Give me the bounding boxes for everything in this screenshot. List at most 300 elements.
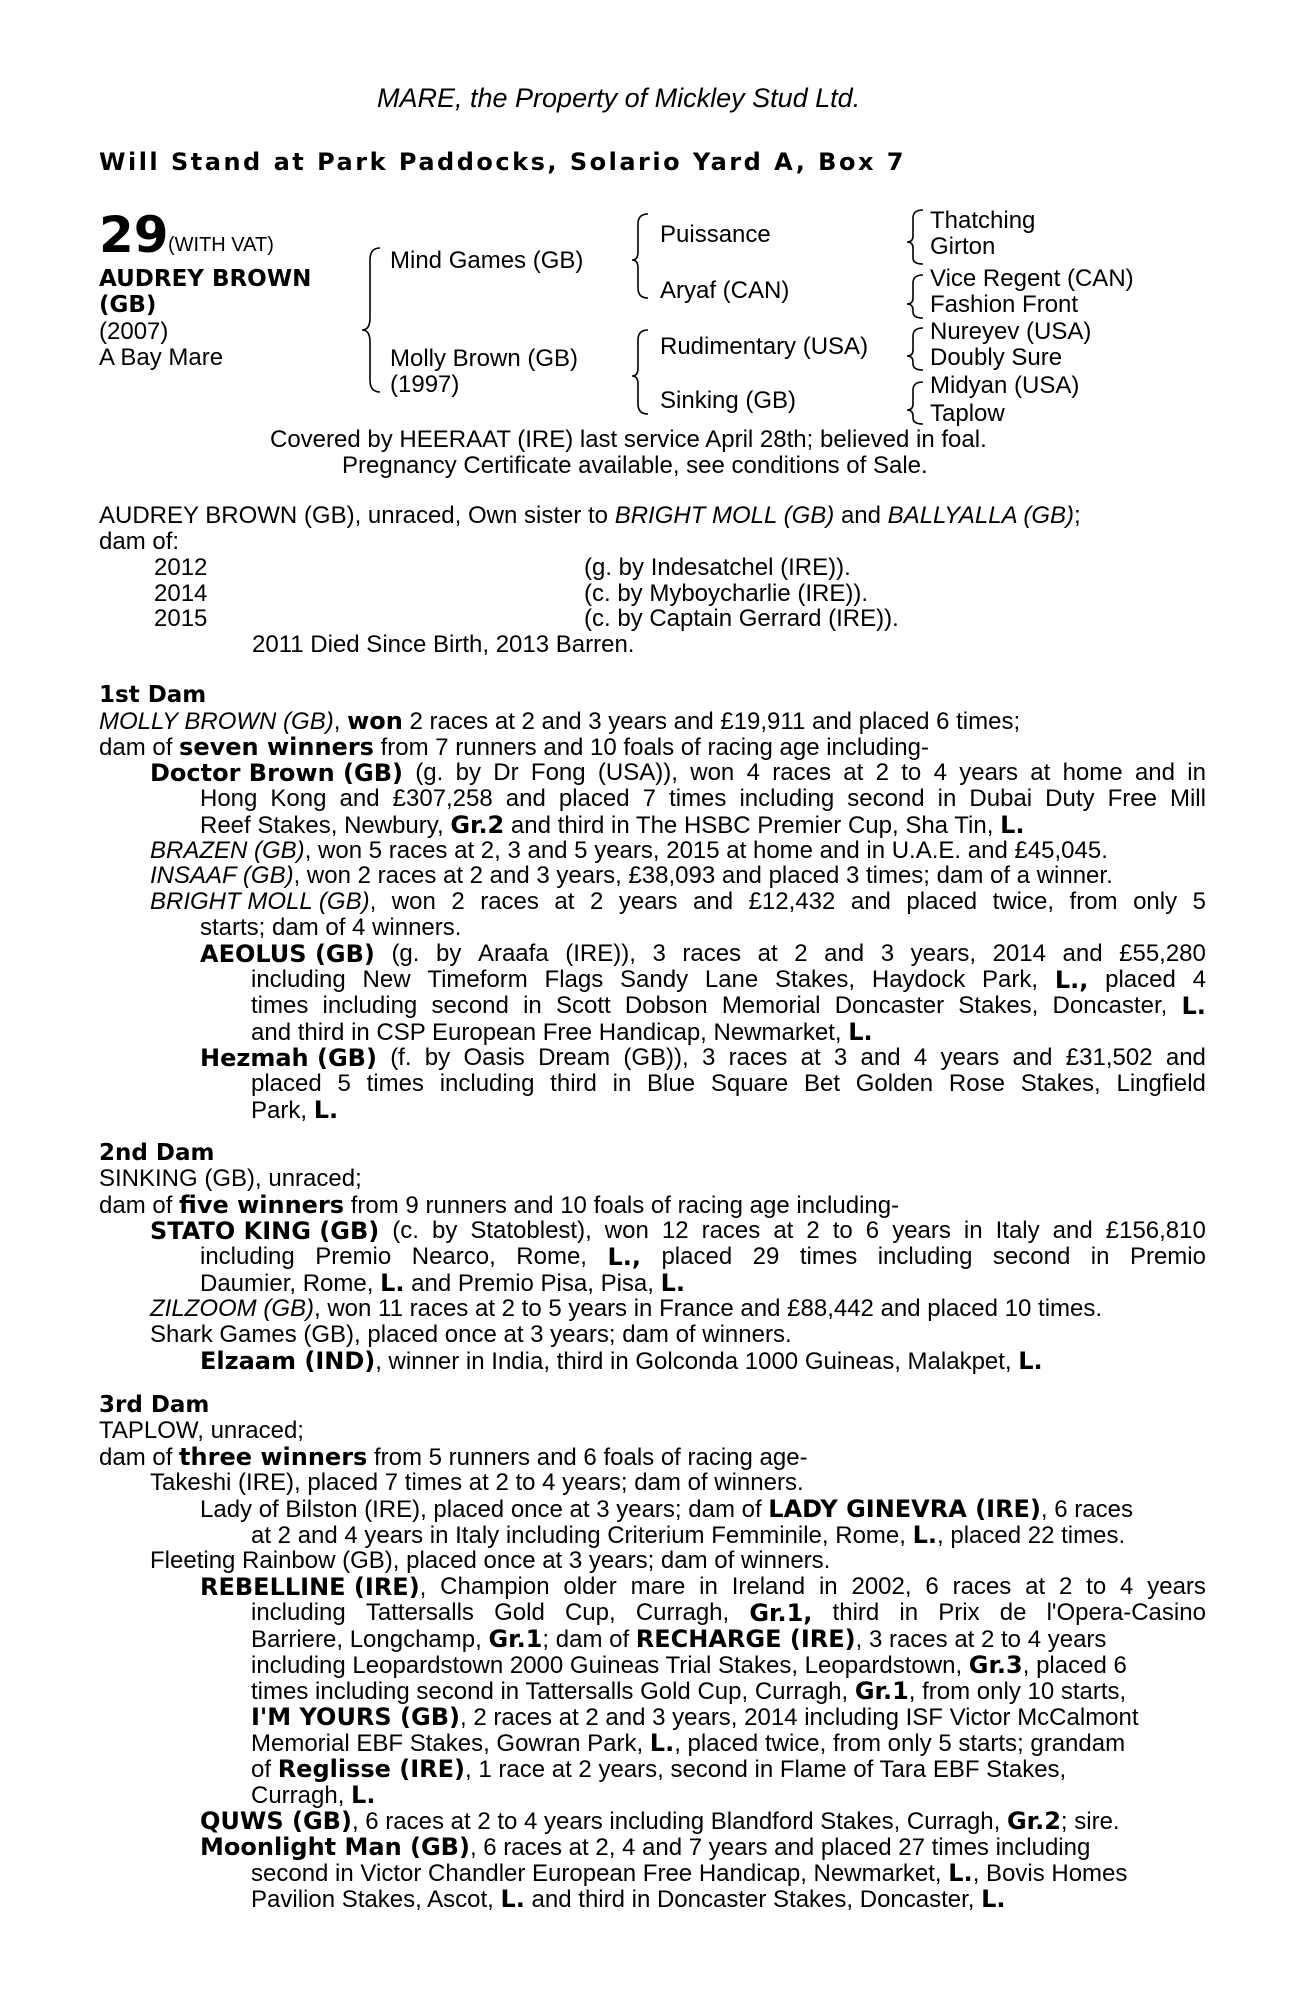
text: ; sire.: [1060, 1808, 1120, 1835]
text: , placed twice, from only 5 starts; grandam: [674, 1730, 1126, 1757]
word: (g.: [391, 940, 420, 967]
word: de: [999, 1599, 1027, 1626]
pedigree-sds: Vice Regent (CAN): [930, 265, 1134, 292]
doctor-brown-name: Doctor Brown (GB): [150, 759, 403, 787]
word: Lane: [704, 966, 759, 993]
rebelline-line-1: [200, 1574, 1206, 1600]
lot-number: 29: [99, 206, 169, 264]
word: years: [618, 888, 678, 915]
word: to: [1086, 1573, 1107, 1600]
covered-line-1: Covered by HEERAAT (IRE) last service April 28th; believed in foal.: [270, 426, 987, 453]
quws-line: [200, 1808, 1120, 1835]
word: placed: [906, 888, 978, 915]
word: Champion: [440, 1573, 550, 1600]
word: to: [901, 759, 922, 786]
text: , 6 races at 2, 4 and 7 years and placed 27 times including: [469, 1834, 1091, 1861]
pedigree-dam: Molly Brown (GB): [390, 345, 579, 372]
text: Park,: [251, 1097, 314, 1124]
pedigree-sire-dam: Aryaf (CAN): [660, 277, 790, 304]
word: 2: [794, 940, 808, 967]
takeshi-line: Takeshi (IRE), placed 7 times at 2 to 4 years; dam of winners.: [150, 1469, 804, 1496]
word: races: [701, 1217, 761, 1244]
dam-of-label: dam of:: [99, 528, 180, 555]
word: in: [699, 1573, 718, 1600]
word: Ireland: [731, 1573, 806, 1600]
pedigree-sire: Mind Games (GB): [390, 247, 584, 274]
text: and third in Doncaster Stakes, Doncaster,: [524, 1886, 982, 1913]
word: Stakes,: [775, 966, 856, 993]
grade-label: Gr.1,: [749, 1599, 813, 1627]
word: £31,502: [1065, 1044, 1153, 1071]
word: Araafa: [477, 940, 549, 967]
word: by: [455, 759, 481, 786]
dam-of-prefix: dam of: [99, 734, 180, 761]
word: 3: [652, 940, 666, 967]
word: third: [832, 1599, 880, 1626]
word: to: [832, 1217, 853, 1244]
winners-count: seven winners: [179, 733, 374, 761]
word: races: [728, 1044, 788, 1071]
pedigree-dss: Nureyev (USA): [930, 318, 1092, 345]
listed-label: L.,: [607, 1243, 641, 1271]
intro-line: [99, 503, 1081, 529]
text: , placed 6: [1022, 1652, 1127, 1679]
word: at: [1025, 1573, 1046, 1600]
covered-line-2: Pregnancy Certificate available, see conditions of Sale.: [342, 452, 928, 479]
word: £55,280: [1119, 940, 1206, 967]
first-dam-line-1: MOLLY BROWN (GB), won 2 races at 2 and 3 years and £19,911 and placed 6 times;: [99, 707, 1021, 735]
insaaf-record: , won 2 races at 2 and 3 years, £38,093 and placed 3 times; dam of a winner.: [293, 862, 1113, 889]
word: Prix: [938, 1599, 980, 1626]
text: including Leopardstown 2000 Guineas Trial Stakes, Leopardstown,: [251, 1652, 969, 1679]
listed-label: L.: [313, 1096, 339, 1124]
word: including: [200, 1243, 295, 1270]
word: placed: [661, 1243, 733, 1270]
word: Gold: [494, 1599, 545, 1626]
dam-of-prefix: dam of: [99, 1444, 180, 1471]
foal-desc-2: (c. by Myboycharlie (IRE)).: [584, 580, 869, 607]
text: Curragh,: [251, 1782, 352, 1809]
hezmah-line-1: [200, 1045, 1206, 1071]
word: Fong: [530, 759, 586, 786]
vat-label: (WITH VAT): [168, 234, 274, 256]
text: , 3 races at 2 to 4 years: [855, 1626, 1107, 1653]
listed-label: L.: [649, 1729, 675, 1757]
word: races: [772, 759, 831, 786]
word: Stakes,: [1020, 1070, 1101, 1097]
listed-label: L.: [500, 1885, 525, 1913]
text: second in Victor Chandler European Free Handicap, Newmarket,: [251, 1860, 949, 1887]
word: third: [550, 1070, 597, 1097]
word: Cup,: [564, 1599, 616, 1626]
word: Italy: [995, 1217, 1040, 1244]
listed-label: L.: [1000, 811, 1025, 839]
word: from: [1069, 888, 1118, 915]
horse-year: (2007): [99, 318, 169, 345]
word: Square: [710, 1070, 789, 1097]
text: , placed 22 times.: [937, 1522, 1126, 1549]
word: in: [963, 1217, 983, 1244]
moonlight-man-name: Moonlight Man (GB): [200, 1833, 470, 1861]
grade-label: Gr.3: [968, 1651, 1023, 1679]
word: £156,810: [1105, 1217, 1206, 1244]
word: Flags: [544, 966, 604, 993]
word: and: [1134, 759, 1175, 786]
pedigree-dds: Midyan (USA): [930, 372, 1080, 399]
word: 6: [865, 1217, 880, 1244]
runners-text: from 7 runners and 10 foals of racing age including-: [373, 734, 929, 761]
text: , Bovis Homes: [972, 1860, 1128, 1887]
word: in: [523, 992, 542, 1019]
word: 2: [451, 888, 465, 915]
word: 29: [752, 1243, 780, 1270]
rebelline-line-9: [251, 1782, 375, 1809]
horse-name: AUDREY BROWN: [99, 266, 312, 292]
second-dam-line-1: SINKING (GB), unraced;: [99, 1165, 362, 1192]
aeolus-line-4: [251, 1019, 873, 1046]
word: Statoblest),: [470, 1217, 592, 1244]
first-dam-record: 2 races at 2 and 3 years and £19,911 and placed 6 times;: [402, 708, 1021, 735]
word: (GB)),: [623, 1044, 689, 1071]
quws-name: QUWS (GB): [200, 1807, 352, 1835]
word: times: [669, 785, 727, 812]
word: (IRE)),: [565, 940, 636, 967]
dam-of-prefix: dam of: [99, 1192, 180, 1219]
word: Oasis: [463, 1044, 525, 1071]
word: and: [1052, 1217, 1093, 1244]
text: Memorial EBF Stakes, Gowran Park,: [251, 1730, 650, 1757]
brazen-line: [150, 838, 1108, 864]
word: at: [800, 1044, 821, 1071]
listed-label: L.: [981, 1885, 1006, 1913]
stato-king-line-2: [200, 1244, 1206, 1270]
text: ; dam of: [542, 1626, 636, 1653]
text: , 2 races at 2 and 3 years, 2014 including ISF Victor McCalmont: [459, 1704, 1139, 1731]
word: 4: [1120, 1573, 1134, 1600]
word: Scott: [555, 992, 611, 1019]
fleeting-rainbow-line: Fleeting Rainbow (GB), placed once at 3 years; dam of winners.: [150, 1547, 831, 1574]
third-dam-line-1: TAPLOW, unraced;: [99, 1417, 304, 1444]
word: races: [952, 1573, 1012, 1600]
intro-sister-1: BRIGHT MOLL (GB): [614, 502, 835, 529]
word: times: [251, 992, 309, 1019]
word: (f.: [390, 1044, 412, 1071]
word: including: [439, 1070, 535, 1097]
hezmah-line-3: [251, 1097, 338, 1124]
word: Premio: [315, 1243, 392, 1270]
third-dam-heading: 3rd Dam: [99, 1392, 210, 1418]
text: Barriere, Longchamp,: [251, 1626, 489, 1653]
word: won: [690, 759, 735, 786]
word: and: [1165, 1044, 1206, 1071]
word: at: [757, 940, 778, 967]
text: at 2 and 4 years in Italy including Criterium Femminile, Rome,: [251, 1522, 913, 1549]
word: Dr: [493, 759, 519, 786]
lady-ginevra-name: LADY GINEVRA (IRE): [768, 1495, 1041, 1523]
word: Tattersalls: [365, 1599, 474, 1626]
pedigree-sss: Thatching: [930, 207, 1036, 234]
runners-text: from 9 runners and 10 foals of racing age including-: [344, 1192, 900, 1219]
word: times: [366, 1070, 424, 1097]
pedigree-sdd: Fashion Front: [930, 291, 1079, 318]
word: 2: [806, 1217, 820, 1244]
text: Lady of Bilston (IRE), placed once at 3 years; dam of: [200, 1496, 769, 1523]
word: only: [1133, 888, 1178, 915]
word: in: [612, 1070, 632, 1097]
word: £12,432: [748, 888, 836, 915]
foal-year-3: 2015: [154, 605, 208, 632]
word: ,: [419, 1574, 427, 1601]
word: Lingfield: [1116, 1070, 1206, 1097]
foal-note: 2011 Died Since Birth, 2013 Barren.: [252, 631, 635, 658]
horse-description: A Bay Mare: [99, 344, 224, 371]
pedigree-dsd: Doubly Sure: [930, 344, 1063, 371]
doctor-brown-line-1: [150, 760, 1206, 786]
pedigree-sire-sire: Puissance: [660, 221, 771, 248]
intro-text: AUDREY BROWN (GB), unraced, Own sister to: [99, 502, 615, 529]
word: l'Opera-Casino: [1046, 1599, 1206, 1626]
intro-sister-2: BALLYALLA (GB): [887, 502, 1075, 529]
rebelline-line-6: [251, 1704, 1139, 1731]
word: 3: [701, 1044, 716, 1071]
word: including: [251, 1599, 346, 1626]
pedigree-dam-sire: Rudimentary (USA): [660, 333, 869, 360]
doctor-brown-line-2: [200, 786, 1206, 812]
word: in: [818, 1573, 838, 1600]
word: Stakes,: [958, 992, 1039, 1019]
im-yours-name: I'M YOURS (GB): [251, 1703, 460, 1731]
runners-text: from 5 runners and 6 foals of racing age-: [367, 1444, 808, 1471]
listed-label: L.: [948, 1859, 973, 1887]
stato-king-line-3: [200, 1270, 685, 1297]
word: Nearco,: [411, 1243, 496, 1270]
rebelline-line-3: [251, 1626, 1106, 1653]
pedigree-ddd: Taplow: [930, 400, 1005, 427]
word: Timeform: [427, 966, 528, 993]
bright-moll-name: BRIGHT MOLL (GB): [150, 888, 370, 915]
word: 4: [933, 759, 947, 786]
word: won: [391, 888, 436, 915]
recharge-name: RECHARGE (IRE): [635, 1625, 856, 1653]
word: in: [899, 1599, 919, 1626]
lady-bilston-line-2: [251, 1522, 1125, 1549]
winners-count: five winners: [179, 1191, 345, 1219]
word: placed: [1105, 966, 1176, 993]
text: , 6 races: [1040, 1496, 1133, 1523]
word: placed: [251, 1070, 322, 1097]
first-dam-line-2: [99, 734, 929, 761]
winners-count: three winners: [179, 1443, 368, 1471]
text: and third in The HSBC Premier Cup, Sha Tin,: [504, 812, 1001, 839]
word: (USA)),: [597, 759, 678, 786]
lady-bilston-line-1: [200, 1496, 1133, 1523]
word: placed: [558, 785, 630, 812]
second-dam-line-2: [99, 1192, 899, 1219]
word: 4: [746, 759, 760, 786]
word: 6: [925, 1573, 939, 1600]
page-title: MARE, the Property of Mickley Stud Ltd.: [377, 83, 861, 113]
first-dam-heading: 1st Dam: [99, 682, 207, 708]
word: Sandy: [620, 966, 689, 993]
intro-end: ;: [1074, 502, 1081, 529]
shark-games-line: Shark Games (GB), placed once at 3 years; dam of winners.: [150, 1321, 792, 1348]
word: including: [322, 992, 418, 1019]
word: races: [480, 888, 539, 915]
word: Rose: [948, 1070, 1005, 1097]
listed-label: L.: [351, 1781, 376, 1809]
word: and: [1062, 940, 1103, 967]
listed-label: L.: [912, 1521, 938, 1549]
text: and third in CSP European Free Handicap, Newmarket,: [251, 1019, 849, 1046]
word: 3: [880, 940, 895, 967]
hezmah-line-2: [251, 1071, 1206, 1097]
second-dam-heading: 2nd Dam: [99, 1140, 215, 1166]
word: older: [563, 1573, 617, 1600]
word: Golden: [855, 1070, 934, 1097]
word: Dobson: [624, 992, 708, 1019]
text: , 6 races at 2 to 4 years including Blandford Stakes, Curragh,: [351, 1808, 1007, 1835]
doctor-brown-line-3: [200, 812, 1024, 839]
word: 2002,: [851, 1573, 912, 1600]
moonlight-line-3: [251, 1886, 1006, 1913]
word: 5: [337, 1070, 351, 1097]
text: and Premio Pisa, Pisa,: [404, 1270, 661, 1297]
word: Hong: [200, 785, 258, 812]
word: twice,: [992, 888, 1055, 915]
word: Park,: [982, 966, 1039, 993]
word: Blue: [647, 1070, 696, 1097]
rebelline-line-7: [251, 1730, 1125, 1757]
word: by: [431, 1217, 458, 1244]
word: by: [436, 940, 462, 967]
word: Doncaster: [834, 992, 945, 1019]
word: and: [693, 888, 734, 915]
elzaam-record: , winner in India, third in Golconda 1000 Guineas, Malakpet,: [375, 1348, 1019, 1375]
text: times including second in Tattersalls Gold Cup, Curragh,: [251, 1678, 855, 1705]
text: , 1 race at 2 years, second in Flame of Tara EBF Stakes,: [465, 1756, 1067, 1783]
word: Curragh,: [635, 1599, 730, 1626]
elzaam-line: [200, 1348, 1043, 1375]
pedigree-dam-dam: Sinking (GB): [660, 387, 797, 414]
word: at: [554, 888, 575, 915]
word: New: [362, 966, 411, 993]
pedigree-ssd: Girton: [930, 233, 996, 260]
word: including: [739, 785, 835, 812]
word: second: [992, 1243, 1071, 1270]
reglisse-name: Reglisse (IRE): [277, 1755, 466, 1783]
rebelline-line-5: [251, 1678, 1126, 1705]
bright-moll-line-2: starts; dam of 4 winners.: [200, 914, 462, 941]
rebelline-line-2: [251, 1600, 1206, 1626]
word: and: [1012, 1044, 1053, 1071]
word: Free: [1107, 785, 1157, 812]
word: years,: [910, 940, 976, 967]
word: Bet: [803, 1070, 841, 1097]
brazen-record: , won 5 races at 2, 3 and 5 years, 2015 at home and in U.A.E. and £45,045.: [304, 837, 1108, 864]
word: and: [339, 785, 380, 812]
word: 4: [1192, 966, 1206, 993]
word: and: [860, 1044, 901, 1071]
word: Dubai: [969, 785, 1033, 812]
first-dam-name: MOLLY BROWN (GB): [99, 708, 334, 735]
foal-year-1: 2012: [154, 554, 208, 581]
word: and: [850, 888, 891, 915]
word: 12: [661, 1217, 689, 1244]
text: Reef Stakes, Newbury,: [200, 812, 451, 839]
moonlight-line-2: [251, 1860, 1127, 1887]
word: Kong: [270, 785, 327, 812]
listed-label: L.: [1181, 992, 1206, 1020]
word: times: [799, 1243, 858, 1270]
word: Rome,: [516, 1243, 587, 1270]
word: mare: [630, 1573, 686, 1600]
word: by: [424, 1044, 451, 1071]
rebelline-line-8: [251, 1756, 1066, 1783]
pedigree-braces: [0, 0, 1314, 460]
word: second: [847, 785, 925, 812]
foal-desc-1: (g. by Indesatchel (IRE)).: [584, 554, 851, 581]
word: (g.: [415, 759, 444, 786]
word: and: [824, 940, 865, 967]
word: Haydock: [871, 966, 966, 993]
word: second: [431, 992, 509, 1019]
word: Duty: [1045, 785, 1095, 812]
zilzoom-line: [150, 1296, 1102, 1322]
aeolus-line-3: [251, 993, 1206, 1019]
word: 2: [1058, 1573, 1073, 1600]
word: 3: [833, 1044, 848, 1071]
grade-label: Gr.1: [854, 1677, 909, 1705]
stato-king-line-1: [150, 1218, 1206, 1244]
grade-label: Gr.2: [1006, 1807, 1061, 1835]
listed-label: L.: [380, 1269, 405, 1297]
word: Doncaster,: [1052, 992, 1168, 1019]
zilzoom-name: ZILZOOM (GB): [150, 1295, 314, 1322]
listed-label: L.: [660, 1269, 686, 1297]
text: , from only 10 starts,: [908, 1678, 1127, 1705]
foal-year-2: 2014: [154, 580, 208, 607]
word: Memorial: [721, 992, 821, 1019]
word: ,: [369, 888, 377, 915]
location-subtitle: Will Stand at Park Paddocks, Solario Yard A, Box 7: [99, 148, 906, 176]
word: 5: [1192, 888, 1206, 915]
bright-moll-line-1: [150, 889, 1206, 915]
grade-label: Gr.1: [488, 1625, 543, 1653]
zilzoom-record: , won 11 races at 2 to 5 years in France and £88,442 and placed 10 times.: [314, 1295, 1103, 1322]
insaaf-line: [150, 863, 1113, 889]
grade-label: Gr.2: [450, 811, 505, 839]
word: Dream: [538, 1044, 611, 1071]
word: (c.: [392, 1217, 419, 1244]
intro-and: and: [834, 502, 888, 529]
word: years: [892, 1217, 951, 1244]
listed-label: L.: [1018, 1347, 1043, 1375]
listed-label: L.,: [1054, 966, 1089, 994]
word: years: [1147, 1573, 1206, 1600]
elzaam-name: Elzaam (IND): [200, 1347, 376, 1375]
pedigree-dam-year: (1997): [390, 371, 460, 398]
hezmah-name: Hezmah (GB): [200, 1044, 377, 1072]
word: 4: [913, 1044, 928, 1071]
rebelline-name: REBELLINE (IRE): [200, 1573, 420, 1601]
word: Mill: [1169, 785, 1206, 812]
stato-king-name: STATO KING (GB): [150, 1217, 380, 1245]
word: in: [1090, 1243, 1110, 1270]
word: home: [1062, 759, 1123, 786]
word: 2: [875, 759, 889, 786]
text: Pavilion Stakes, Ascot,: [251, 1886, 501, 1913]
word: 7: [642, 785, 657, 812]
